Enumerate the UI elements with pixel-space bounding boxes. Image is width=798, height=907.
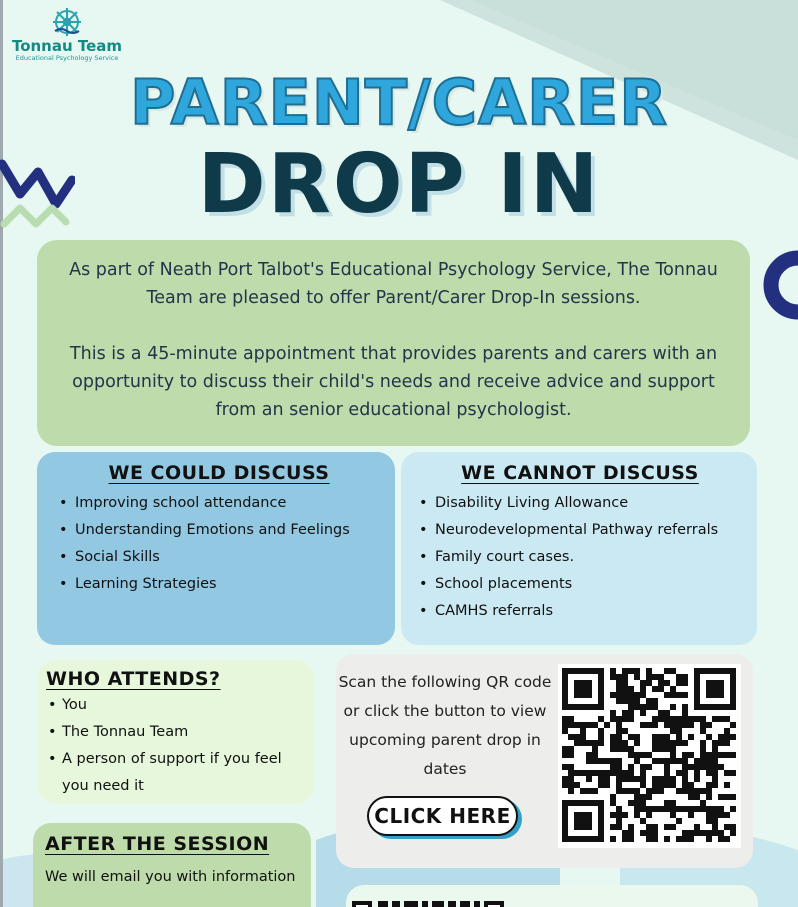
list-item: • The Tonnau Team xyxy=(46,719,306,746)
list-item: • A person of support if you feel you need it xyxy=(46,746,306,800)
qr-instructions: Scan the following QR code or click the button to view upcoming parent drop in dates xyxy=(338,673,552,778)
intro-paragraph-2: This is a 45-minute appointment that provides parents and carers with an opportunity to discuss their child's needs and receive advice and support from an senior educational psychologist. xyxy=(69,344,718,420)
who-attends-panel xyxy=(38,660,314,804)
list-item: • School placements xyxy=(415,571,745,598)
intro-paragraph-1: As part of Neath Port Talbot's Educational Psychology Service, The Tonnau Team are pleased to offer Parent/Carer Drop-In sessions. xyxy=(69,260,718,308)
after-session-title: AFTER THE SESSION xyxy=(45,833,270,855)
list-item: • Learning Strategies xyxy=(55,571,383,598)
qr-code-partial-icon xyxy=(352,899,552,907)
qr-code-icon[interactable] xyxy=(558,664,741,848)
could-discuss-list xyxy=(55,490,383,598)
intro-box xyxy=(37,240,750,446)
could-discuss-panel xyxy=(37,452,395,645)
list-item: • Disability Living Allowance xyxy=(415,490,745,517)
after-session-panel xyxy=(33,823,311,907)
list-item: • Neurodevelopmental Pathway referrals xyxy=(415,517,745,544)
qr-code-graphic xyxy=(558,664,741,848)
cannot-discuss-panel xyxy=(401,452,757,645)
qr-panel xyxy=(336,654,753,868)
title-drop-in: DROP IN xyxy=(197,137,601,232)
ring-decoration xyxy=(752,250,798,320)
list-item: • Social Skills xyxy=(55,544,383,571)
cannot-discuss-list xyxy=(415,490,745,625)
logo-title: Tonnau Team xyxy=(11,37,123,55)
bottom-card xyxy=(346,885,758,907)
list-item: • Understanding Emotions and Feelings xyxy=(55,517,383,544)
after-session-text: We will email you with information xyxy=(45,869,296,885)
logo-subtitle: Educational Psychology Service xyxy=(15,54,119,62)
who-attends-title: WHO ATTENDS? xyxy=(46,668,221,690)
title-parent-carer: PARENT/CARER xyxy=(130,66,668,139)
click-here-button[interactable]: CLICK HERE xyxy=(367,796,518,836)
list-item: • You xyxy=(46,692,306,719)
ship-wheel-icon xyxy=(47,6,87,38)
cannot-discuss-title: WE CANNOT DISCUSS xyxy=(461,462,699,484)
logo xyxy=(8,6,126,70)
who-attends-list xyxy=(46,692,306,800)
list-item: • Family court cases. xyxy=(415,544,745,571)
list-item: • CAMHS referrals xyxy=(415,598,745,625)
could-discuss-title: WE COULD DISCUSS xyxy=(108,462,330,484)
list-item: • Improving school attendance xyxy=(55,490,383,517)
